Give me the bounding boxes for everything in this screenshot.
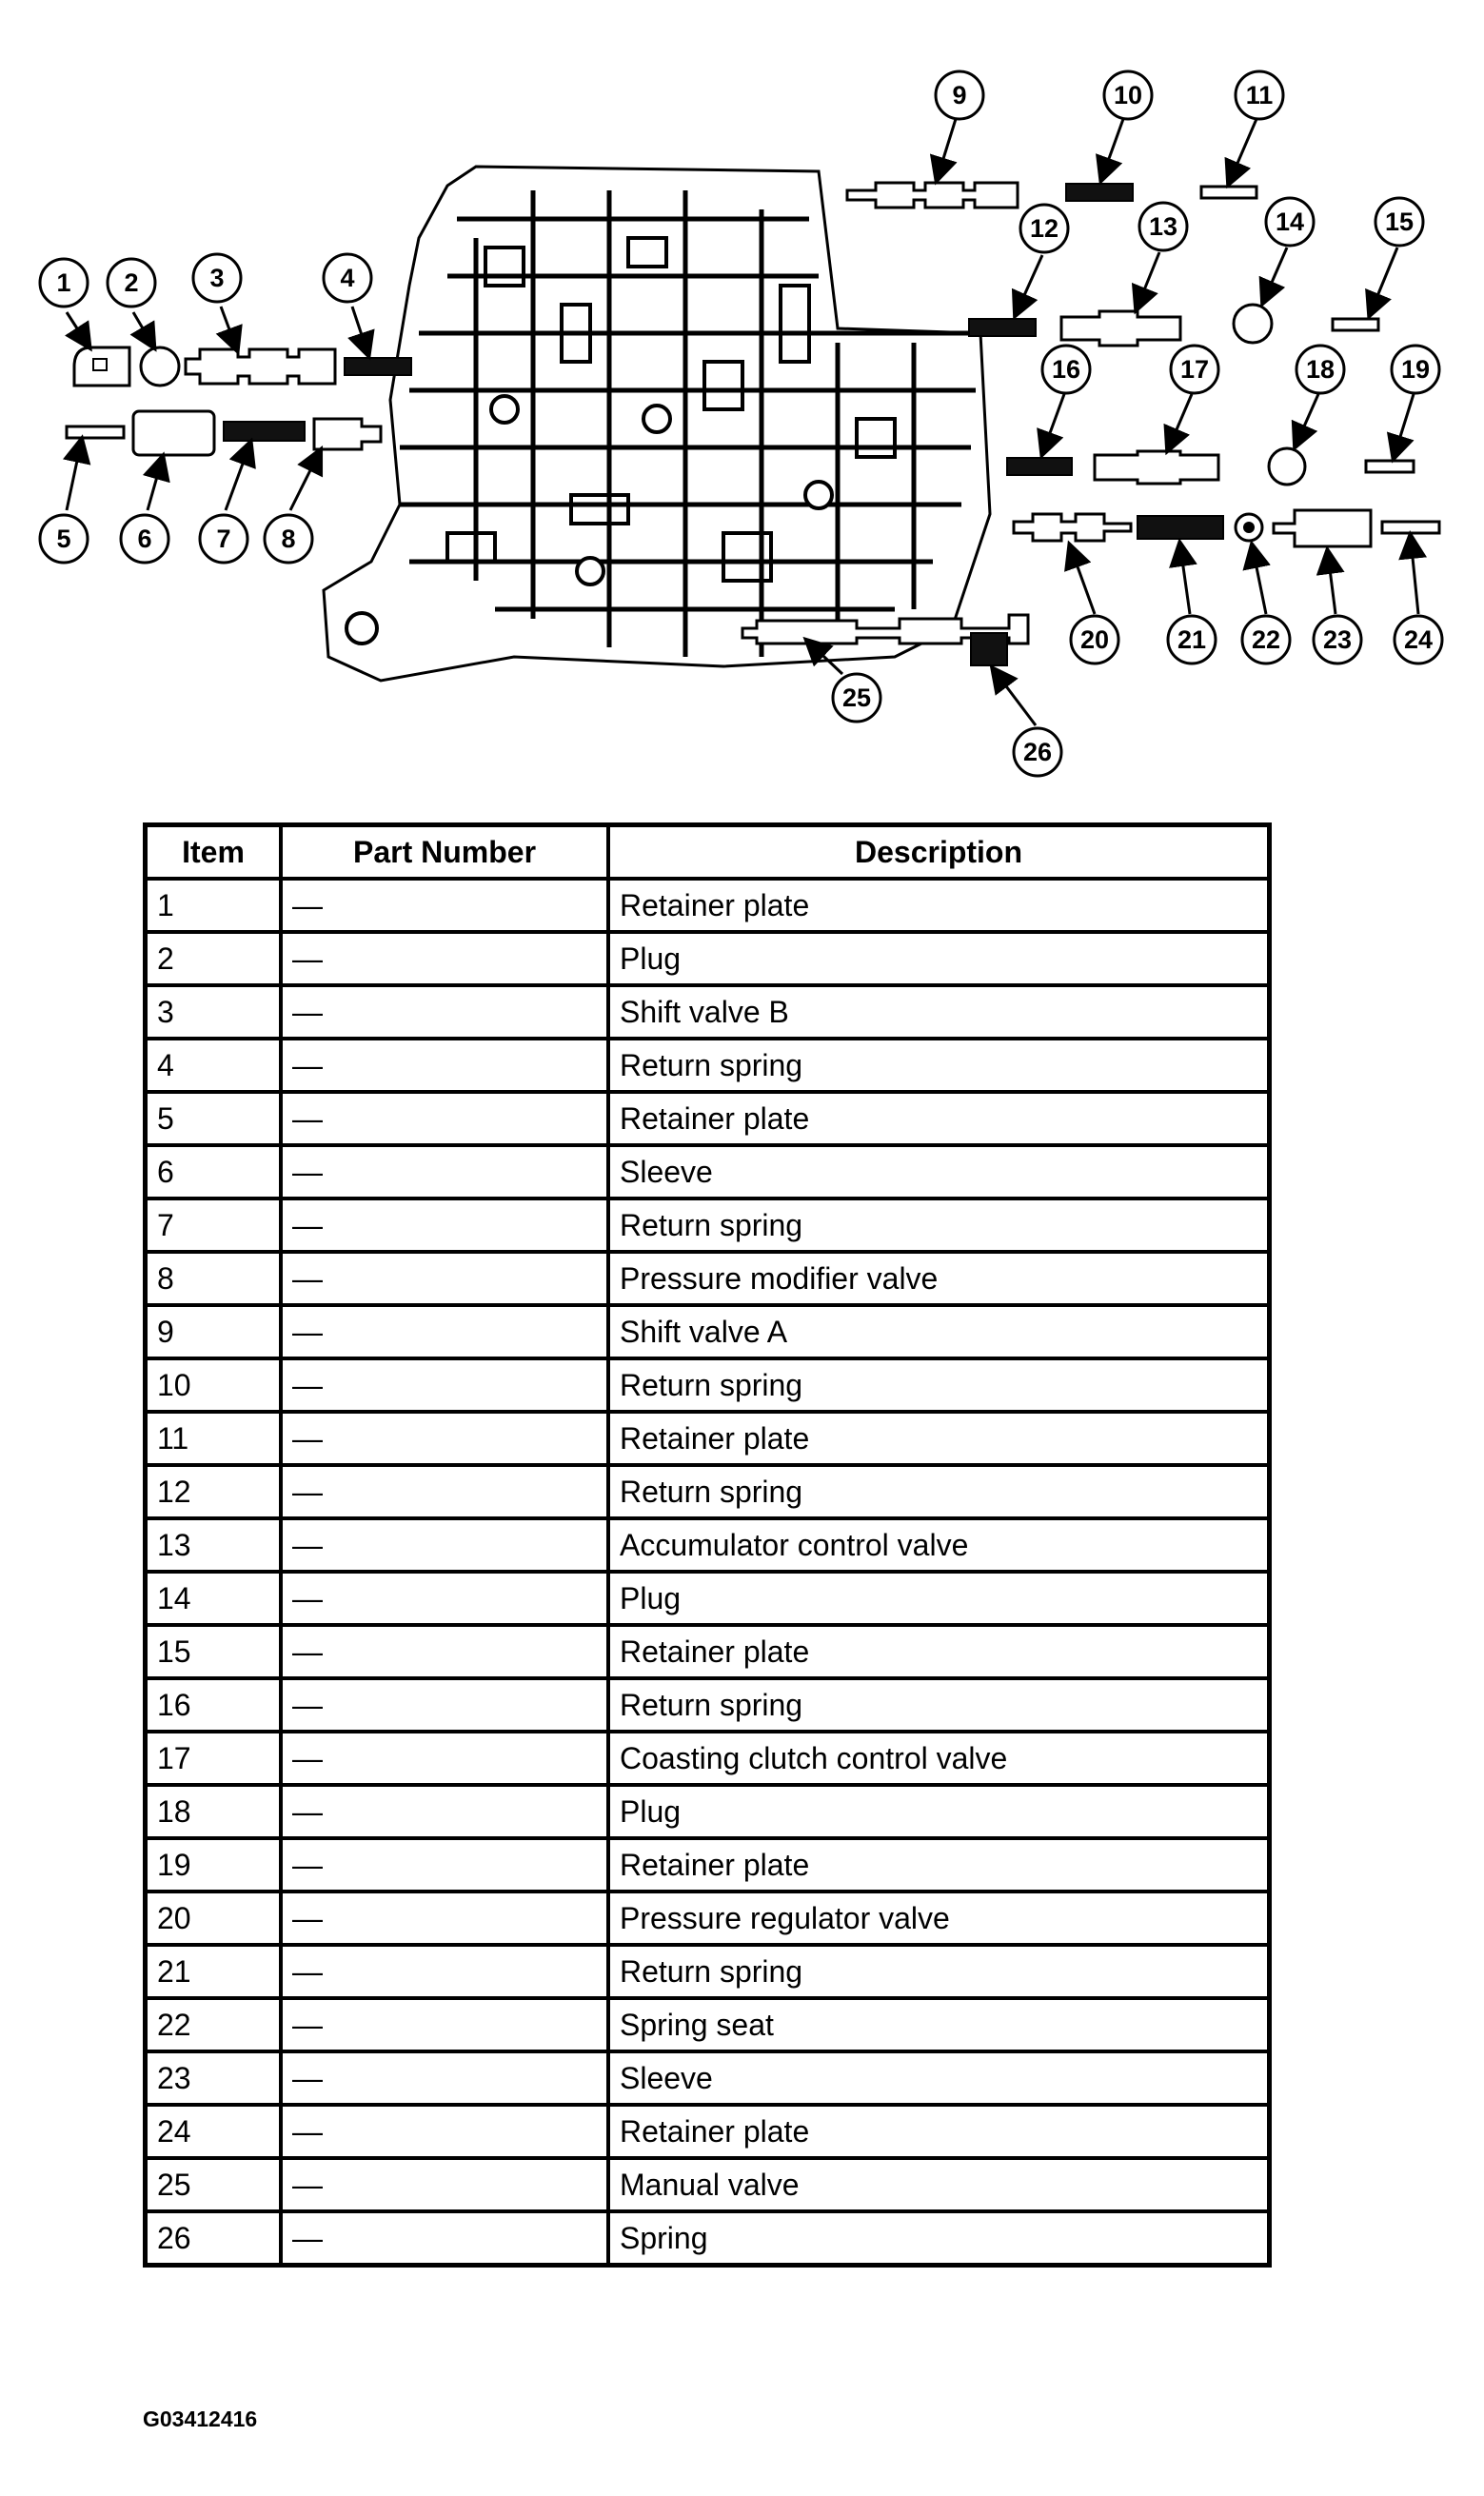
part-9-shift-valve [847,183,1018,208]
valve-body [324,167,990,681]
cell-part-number: — [281,1092,608,1145]
cell-item: 11 [146,1412,282,1465]
cell-item: 17 [146,1732,282,1785]
table-row [146,1572,1270,1625]
table-row [146,1145,1270,1198]
cell-description: Return spring [608,1465,1270,1518]
cell-description: Pressure modifier valve [608,1252,1270,1305]
cell-item: 8 [146,1252,282,1305]
cell-item: 16 [146,1678,282,1732]
svg-text:23: 23 [1322,625,1353,654]
part-3-shift-valve [186,349,335,384]
cell-part-number: — [281,1678,608,1732]
cell-item: 5 [146,1092,282,1145]
callout-14 [1266,198,1314,246]
part-16-spring [1007,458,1072,475]
cell-part-number: — [281,932,608,985]
cell-item: 12 [146,1465,282,1518]
cell-item: 24 [146,2105,282,2158]
cell-item: 19 [146,1838,282,1892]
part-17-valve [1095,451,1218,484]
svg-text:10: 10 [1113,81,1143,109]
cell-part-number: — [281,879,608,932]
cell-item: 25 [146,2158,282,2211]
callout-24 [1395,616,1442,664]
cell-item: 2 [146,932,282,985]
cell-item: 21 [146,1945,282,1998]
svg-text:17: 17 [1179,355,1210,384]
svg-text:21: 21 [1177,625,1207,654]
cell-part-number: — [281,2051,608,2105]
callout-10 [1104,71,1152,119]
cell-part-number: — [281,1198,608,1252]
cell-description: Coasting clutch control valve [608,1732,1270,1785]
svg-text:8: 8 [281,525,296,553]
part-19-retainer-plate [1366,461,1414,472]
table-row [146,1785,1270,1838]
cell-part-number: — [281,2158,608,2211]
part-11-retainer-plate [1201,187,1256,198]
callout-5 [40,515,88,563]
callout-6 [121,515,168,563]
cell-description: Shift valve A [608,1305,1270,1358]
table-row [146,1252,1270,1305]
callout-15 [1375,198,1423,246]
svg-text:2: 2 [124,268,139,297]
cell-item: 18 [146,1785,282,1838]
table-row [146,1518,1270,1572]
cell-part-number: — [281,1039,608,1092]
table-row [146,2051,1270,2105]
cell-item: 26 [146,2211,282,2266]
svg-text:5: 5 [56,525,71,553]
part-14-plug [1234,305,1272,343]
cell-part-number: — [281,1572,608,1625]
part-4-spring [345,358,411,375]
cell-description: Return spring [608,1039,1270,1092]
svg-text:4: 4 [340,264,355,292]
cell-description: Shift valve B [608,985,1270,1039]
svg-text:19: 19 [1400,355,1431,384]
cell-description: Return spring [608,1198,1270,1252]
callout-12 [1020,205,1068,252]
svg-text:6: 6 [137,525,152,553]
callout-21 [1168,616,1216,664]
table-row [146,1678,1270,1732]
svg-text:11: 11 [1245,81,1274,109]
svg-text:26: 26 [1022,738,1053,766]
cell-item: 22 [146,1998,282,2051]
table-row [146,1358,1270,1412]
part-23-sleeve [1274,510,1371,546]
cell-part-number: — [281,1465,608,1518]
header-item: Item [146,825,282,880]
figure-id: G03412416 [143,2407,258,2431]
callout-8 [265,515,312,563]
cell-item: 20 [146,1892,282,1945]
part-7-spring [224,422,305,441]
svg-text:9: 9 [952,81,967,109]
header-description: Description [608,825,1270,880]
callout-1 [40,259,88,307]
svg-text:7: 7 [216,525,231,553]
table-row [146,1198,1270,1252]
cell-part-number: — [281,1625,608,1678]
cell-part-number: — [281,1412,608,1465]
part-2-plug [141,347,179,386]
part-5-retainer-plate [67,426,124,438]
cell-description: Return spring [608,1678,1270,1732]
cell-description: Spring seat [608,1998,1270,2051]
svg-text:15: 15 [1384,208,1415,236]
cell-item: 3 [146,985,282,1039]
cell-part-number: — [281,1518,608,1572]
header-part-number: Part Number [281,825,608,880]
part-20-valve [1014,514,1131,541]
cell-description: Retainer plate [608,1412,1270,1465]
table-row [146,932,1270,985]
cell-item: 9 [146,1305,282,1358]
part-6-sleeve [133,411,214,455]
cell-part-number: — [281,1305,608,1358]
parts-table [143,822,1272,2268]
part-8-valve [314,419,381,449]
cell-part-number: — [281,1358,608,1412]
cell-item: 23 [146,2051,282,2105]
table-row [146,985,1270,1039]
callout-11 [1236,71,1283,119]
part-26-spring [971,633,1007,665]
svg-text:22: 22 [1251,625,1281,654]
table-row [146,879,1270,932]
callout-19 [1392,346,1439,393]
table-row [146,2211,1270,2266]
callout-4 [324,254,371,302]
cell-description: Accumulator control valve [608,1518,1270,1572]
cell-part-number: — [281,1892,608,1945]
callout-16 [1042,346,1090,393]
part-24-retainer-plate [1382,522,1439,533]
part-13-valve [1061,311,1180,346]
cell-description: Plug [608,1785,1270,1838]
cell-description: Manual valve [608,2158,1270,2211]
cell-part-number: — [281,1998,608,2051]
svg-text:1: 1 [56,268,71,297]
cell-part-number: — [281,1145,608,1198]
table-row [146,2158,1270,2211]
exploded-view-diagram [0,0,1484,781]
cell-part-number: — [281,1838,608,1892]
cell-description: Retainer plate [608,2105,1270,2158]
cell-description: Spring [608,2211,1270,2266]
table-row [146,1039,1270,1092]
table-row [146,2105,1270,2158]
svg-text:20: 20 [1079,625,1110,654]
cell-part-number: — [281,1252,608,1305]
cell-item: 13 [146,1518,282,1572]
cell-description: Retainer plate [608,879,1270,932]
table-row [146,1412,1270,1465]
cell-part-number: — [281,2211,608,2266]
cell-part-number: — [281,1732,608,1785]
svg-text:25: 25 [841,683,872,712]
callout-9 [936,71,983,119]
part-21-spring [1138,516,1223,539]
table-row [146,1892,1270,1945]
callout-23 [1314,616,1361,664]
part-12-spring [969,319,1036,336]
part-15-retainer-plate [1333,319,1378,330]
callout-13 [1139,203,1187,250]
callout-18 [1296,346,1344,393]
part-18-plug [1269,448,1305,485]
svg-text:13: 13 [1148,212,1178,241]
table-body [146,879,1270,2266]
callout-17 [1171,346,1218,393]
cell-description: Sleeve [608,1145,1270,1198]
cell-description: Pressure regulator valve [608,1892,1270,1945]
cell-description: Return spring [608,1358,1270,1412]
callout-7 [200,515,247,563]
cell-description: Plug [608,1572,1270,1625]
cell-item: 10 [146,1358,282,1412]
table-row [146,1305,1270,1358]
table-row [146,1465,1270,1518]
cell-item: 7 [146,1198,282,1252]
callout-22 [1242,616,1290,664]
callout-3 [193,254,241,302]
table-row [146,1092,1270,1145]
cell-item: 14 [146,1572,282,1625]
callout-25 [833,674,881,722]
cell-item: 6 [146,1145,282,1198]
cell-part-number: — [281,1945,608,1998]
table-row [146,1838,1270,1892]
cell-item: 4 [146,1039,282,1092]
cell-item: 15 [146,1625,282,1678]
part-10-spring [1066,184,1133,201]
svg-text:24: 24 [1403,625,1434,654]
table-row [146,1945,1270,1998]
svg-text:12: 12 [1029,214,1059,243]
cell-item: 1 [146,879,282,932]
cell-part-number: — [281,985,608,1039]
cell-description: Sleeve [608,2051,1270,2105]
cell-description: Plug [608,932,1270,985]
table-row [146,1998,1270,2051]
cell-part-number: — [281,2105,608,2158]
svg-text:3: 3 [209,264,225,292]
cell-description: Retainer plate [608,1092,1270,1145]
svg-text:18: 18 [1305,355,1336,384]
svg-text:14: 14 [1275,208,1305,236]
callout-26 [1014,728,1061,776]
table-row [146,1732,1270,1785]
cell-description: Return spring [608,1945,1270,1998]
callout-20 [1071,616,1118,664]
table-row [146,1625,1270,1678]
cell-description: Retainer plate [608,1838,1270,1892]
table-header-row [146,825,1270,880]
cell-description: Retainer plate [608,1625,1270,1678]
cell-part-number: — [281,1785,608,1838]
svg-text:16: 16 [1051,355,1081,384]
callout-2 [108,259,155,307]
part-1-retainer-plate [74,347,129,386]
